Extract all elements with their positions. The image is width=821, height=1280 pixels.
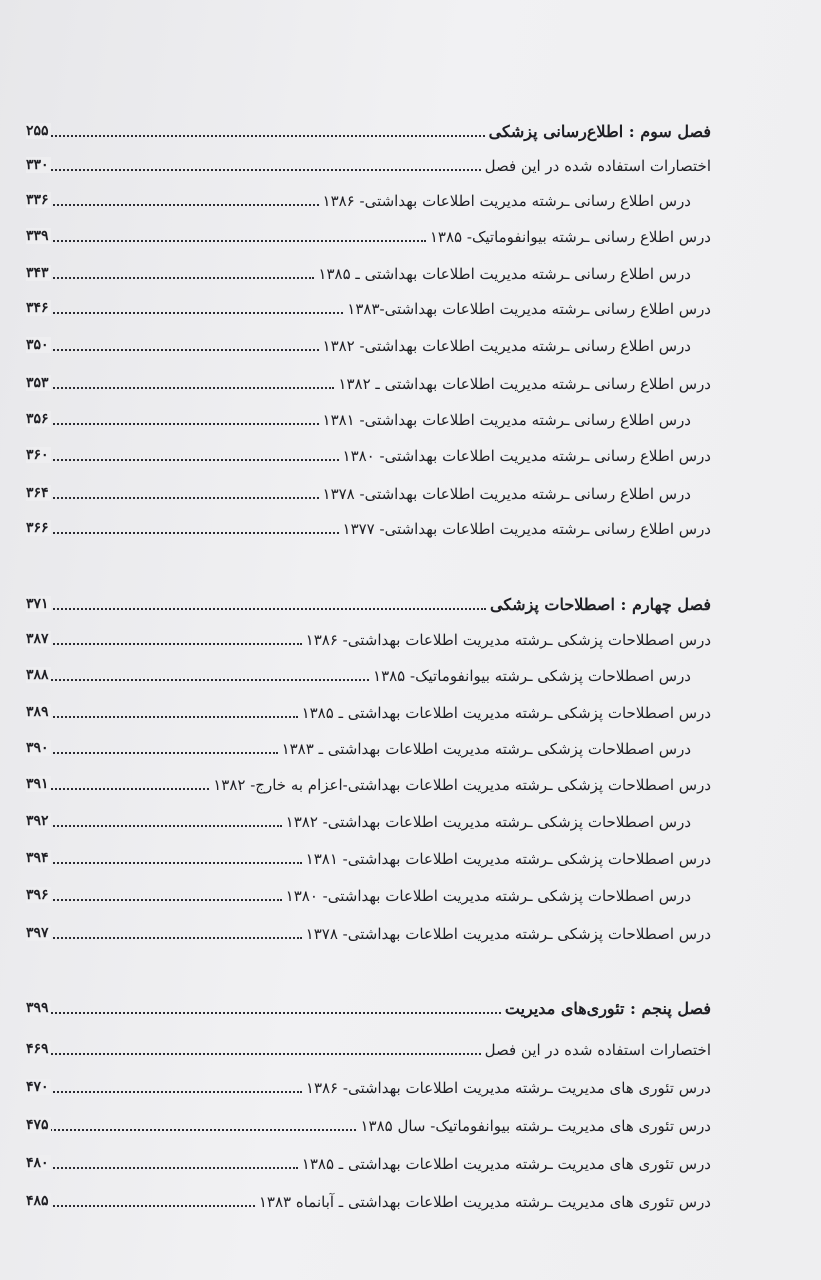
toc-entry-page: ۳۹۱ <box>26 776 49 792</box>
toc-entry-title: درس تئوری های مدیریت ـرشته بیوانفوماتیک- سال ۱۳۸۵ <box>360 1117 711 1135</box>
dot-leader <box>34 531 339 534</box>
toc-entry-title: درس تئوری های مدیریت ـرشته مدیریت اطلاعات بهداشتی ـ آبانماه ۱۳۸۳ <box>258 1193 711 1211</box>
toc-entry <box>26 368 711 394</box>
toc-entry <box>26 478 691 504</box>
dot-leader <box>34 239 426 242</box>
toc-entry-title: درس اطلاع رسانی ـرشته مدیریت اطلاعات بهداشتی- ۱۳۸۲ <box>322 337 691 355</box>
toc-entry <box>26 221 711 247</box>
toc-entry-title: فصل چهارم : اصطلاحات پزشکی <box>490 595 711 614</box>
toc-entry <box>26 1072 711 1098</box>
dot-leader <box>34 715 298 718</box>
dot-leader <box>34 458 339 461</box>
toc-entry-title: درس اطلاع رسانی ـرشته مدیریت اطلاعات بهداشتی- ۱۳۸۰ <box>342 447 711 465</box>
toc-entry <box>26 1148 711 1174</box>
toc-entry-page: ۳۷۱ <box>26 596 49 612</box>
dot-leader <box>34 1204 255 1207</box>
toc-entry-title: درس اصطلاحات پزشکی ـرشته مدیریت اطلاعات بهداشتی- ۱۳۸۶ <box>305 631 711 649</box>
toc-entry-page: ۳۳۰ <box>26 157 49 173</box>
toc-entry <box>26 697 711 723</box>
toc-entry-page: ۳۵۶ <box>26 411 49 427</box>
dot-leader <box>34 203 319 206</box>
toc-entry-page: ۴۷۵ <box>26 1117 49 1133</box>
toc-entry <box>26 806 691 832</box>
dot-leader <box>34 386 334 389</box>
toc-entry-title: درس اصطلاحات پزشکی ـرشته مدیریت اطلاعات بهداشتی- ۱۳۷۸ <box>305 925 711 943</box>
toc-entry-title: درس تئوری های مدیریت ـرشته مدیریت اطلاعات بهداشتی- ۱۳۸۶ <box>305 1079 711 1097</box>
toc-entry <box>26 1110 711 1136</box>
toc-entry <box>26 624 711 650</box>
toc-entry-title: اختصارات استفاده شده در این فصل <box>484 1041 711 1059</box>
toc-entry <box>26 918 711 944</box>
dot-leader <box>34 824 282 827</box>
toc-entry-page: ۳۴۶ <box>26 300 49 316</box>
toc-entry <box>26 769 711 795</box>
toc-entry-title: درس اصطلاحات پزشکی ـرشته بیوانفوماتیک- ۱۳۸۵ <box>373 667 691 685</box>
toc-entry <box>26 258 691 284</box>
toc-entry <box>26 185 691 211</box>
dot-leader <box>34 134 485 137</box>
toc-entry-page: ۳۸۸ <box>26 667 49 683</box>
toc-entry-title: درس اطلاع رسانی ـرشته مدیریت اطلاعات بهداشتی- ۱۳۸۶ <box>322 192 691 210</box>
toc-entry <box>26 404 691 430</box>
dot-leader <box>34 787 209 790</box>
toc-entry-title: درس تئوری های مدیریت ـرشته مدیریت اطلاعات بهداشتی ـ ۱۳۸۵ <box>301 1155 711 1173</box>
chapter-heading <box>26 993 711 1019</box>
toc-entry <box>26 293 711 319</box>
toc-entry-page: ۳۹۴ <box>26 850 49 866</box>
toc-entry <box>26 330 691 356</box>
toc-entry <box>26 1034 711 1060</box>
toc-entry <box>26 1186 711 1212</box>
toc-entry-title: درس اطلاع رسانی ـرشته بیوانفوماتیک- ۱۳۸۵ <box>429 228 711 246</box>
toc-entry-page: ۳۴۳ <box>26 265 49 281</box>
toc-entry-title: درس اطلاع رسانی ـرشته مدیریت اطلاعات بهداشتی- ۱۳۷۷ <box>342 520 711 538</box>
toc-entry-page: ۲۵۵ <box>26 123 49 139</box>
toc-entry-page: ۳۸۹ <box>26 704 49 720</box>
toc-entry-title: فصل پنجم : تئوری‌های مدیریت <box>504 999 711 1018</box>
toc-entry-title: درس اطلاع رسانی ـرشته مدیریت اطلاعات بهداشتی ـ ۱۳۸۲ <box>338 375 711 393</box>
dot-leader <box>34 861 302 864</box>
toc-entry-page: ۳۹۷ <box>26 925 49 941</box>
dot-leader <box>34 607 486 610</box>
toc-entry-page: ۴۶۹ <box>26 1041 49 1057</box>
dot-leader <box>34 1052 481 1055</box>
toc-entry-page: ۳۵۳ <box>26 375 49 391</box>
toc-entry-page: ۳۸۷ <box>26 631 49 647</box>
toc-entry <box>26 843 711 869</box>
dot-leader <box>34 678 369 681</box>
toc-entry-title: اختصارات استفاده شده در این فصل <box>484 157 711 175</box>
toc-entry-title: فصل سوم : اطلاع‌رسانی پزشکی <box>488 122 711 141</box>
toc-entry <box>26 513 711 539</box>
chapter-heading <box>26 589 711 615</box>
dot-leader <box>34 751 278 754</box>
toc-entry <box>26 660 691 686</box>
toc-entry-title: درس اصطلاحات پزشکی ـرشته مدیریت اطلاعات بهداشتی ـ ۱۳۸۳ <box>281 740 691 758</box>
dot-leader <box>34 422 319 425</box>
toc-entry-title: درس اصطلاحات پزشکی ـرشته مدیریت اطلاعات بهداشتی- ۱۳۸۲ <box>285 813 691 831</box>
dot-leader <box>34 1011 501 1014</box>
toc-entry-title: درس اصطلاحات پزشکی ـرشته مدیریت اطلاعات بهداشتی ـ ۱۳۸۵ <box>301 704 711 722</box>
toc-entry-title: درس اصطلاحات پزشکی ـرشته مدیریت اطلاعات بهداشتی-اعزام به خارج- ۱۳۸۲ <box>213 776 711 794</box>
dot-leader <box>34 348 319 351</box>
toc-entry-page: ۳۶۰ <box>26 447 49 463</box>
toc-entry-page: ۳۳۹ <box>26 228 49 244</box>
dot-leader <box>34 276 314 279</box>
toc-entry <box>26 880 691 906</box>
toc-entry-page: ۴۸۰ <box>26 1155 49 1171</box>
toc-entry-title: درس اصطلاحات پزشکی ـرشته مدیریت اطلاعات بهداشتی- ۱۳۸۰ <box>285 887 691 905</box>
dot-leader <box>34 1090 302 1093</box>
toc-entry-page: ۳۹۲ <box>26 813 49 829</box>
toc-entry <box>26 440 711 466</box>
toc-entry-title: درس اطلاع رسانی ـرشته مدیریت اطلاعات بهداشتی- ۱۳۷۸ <box>322 485 691 503</box>
toc-entry <box>26 733 691 759</box>
toc-entry-page: ۳۵۰ <box>26 337 49 353</box>
dot-leader <box>34 1128 356 1131</box>
toc-entry-title: درس اطلاع رسانی ـرشته مدیریت اطلاعات بهداشتی-۱۳۸۳ <box>347 300 711 318</box>
toc-entry <box>26 150 711 176</box>
toc-entry-page: ۳۶۶ <box>26 520 49 536</box>
dot-leader <box>34 311 343 314</box>
dot-leader <box>34 1166 298 1169</box>
toc-entry-title: درس اطلاع رسانی ـرشته مدیریت اطلاعات بهداشتی- ۱۳۸۱ <box>322 411 691 429</box>
toc-entry-page: ۳۹۰ <box>26 740 49 756</box>
dot-leader <box>34 642 302 645</box>
dot-leader <box>34 168 481 171</box>
dot-leader <box>34 936 302 939</box>
toc-entry-page: ۳۶۴ <box>26 485 49 501</box>
toc-entry-title: درس اصطلاحات پزشکی ـرشته مدیریت اطلاعات بهداشتی- ۱۳۸۱ <box>305 850 711 868</box>
dot-leader <box>34 496 319 499</box>
toc-entry-page: ۳۹۶ <box>26 887 49 903</box>
toc-entry-title: درس اطلاع رسانی ـرشته مدیریت اطلاعات بهداشتی ـ ۱۳۸۵ <box>318 265 691 283</box>
toc-entry-page: ۴۷۰ <box>26 1079 49 1095</box>
toc-entry-page: ۳۳۶ <box>26 192 49 208</box>
dot-leader <box>34 898 282 901</box>
toc-entry-page: ۳۹۹ <box>26 1000 49 1016</box>
chapter-heading <box>26 116 711 142</box>
toc-entry-page: ۴۸۵ <box>26 1193 49 1209</box>
